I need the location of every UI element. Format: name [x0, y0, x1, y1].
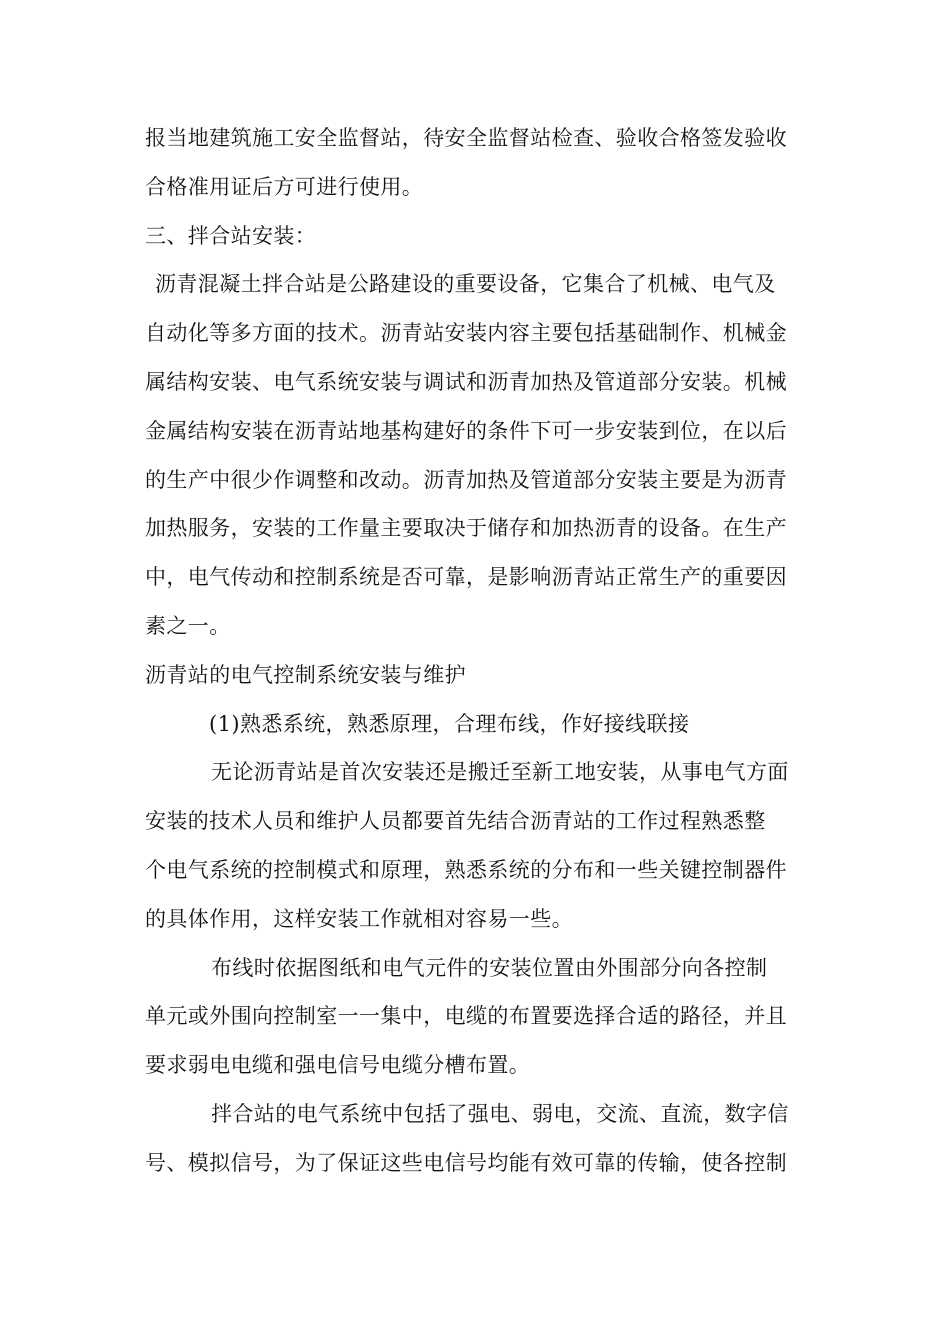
body-line: 号、模拟信号，为了保证这些电信号均能有效可靠的传输，使各控制: [145, 1150, 787, 1175]
body-line: 中，电气传动和控制系统是否可靠，是影响沥青站正常生产的重要因: [145, 565, 787, 590]
body-line: 沥青混凝土拌合站是公路建设的重要设备，它集合了机械、电气及: [155, 272, 776, 297]
section-heading: 三、拌合站安装：: [145, 223, 317, 248]
body-line: 无论沥青站是首次安装还是搬迁至新工地安装，从事电气方面: [211, 760, 789, 785]
body-line: 单元或外围向控制室一一集中，电缆的布置要选择合适的路径，并且: [145, 1004, 787, 1029]
list-item-heading: (1)熟悉系统，熟悉原理，合理布线，作好接线联接: [209, 711, 690, 736]
document-body: [145, 114, 805, 1188]
body-line: 拌合站的电气系统中包括了强电、弱电，交流、直流，数字信: [211, 1101, 789, 1126]
body-line: 素之一。: [145, 613, 231, 638]
body-line: 合格准用证后方可进行使用。: [145, 174, 424, 199]
subsection-heading: 沥青站的电气控制系统安装与维护: [145, 662, 466, 687]
body-line: 的生产中很少作调整和改动。沥青加热及管道部分安装主要是为沥青: [145, 467, 787, 492]
body-line: 加热服务，安装的工作量主要取决于储存和加热沥青的设备。在生产: [145, 516, 787, 541]
body-line: 个电气系统的控制模式和原理，熟悉系统的分布和一些关键控制器件: [145, 857, 787, 882]
body-line: 要求弱电电缆和强电信号电缆分槽布置。: [145, 1053, 531, 1078]
body-line: 布线时依据图纸和电气元件的安装位置由外围部分向各控制: [211, 955, 768, 980]
body-line: 自动化等多方面的技术。沥青站安装内容主要包括基础制作、机械金: [145, 321, 787, 346]
body-line: 金属结构安装在沥青站地基构建好的条件下可一步安装到位，在以后: [145, 418, 787, 443]
body-line: 安装的技术人员和维护人员都要首先结合沥青站的工作过程熟悉整: [145, 809, 766, 834]
body-line: 的具体作用，这样安装工作就相对容易一些。: [145, 906, 573, 931]
body-line: 报当地建筑施工安全监督站，待安全监督站检查、验收合格签发验收: [145, 126, 787, 150]
body-line: 属结构安装、电气系统安装与调试和沥青加热及管道部分安装。机械: [145, 369, 787, 394]
